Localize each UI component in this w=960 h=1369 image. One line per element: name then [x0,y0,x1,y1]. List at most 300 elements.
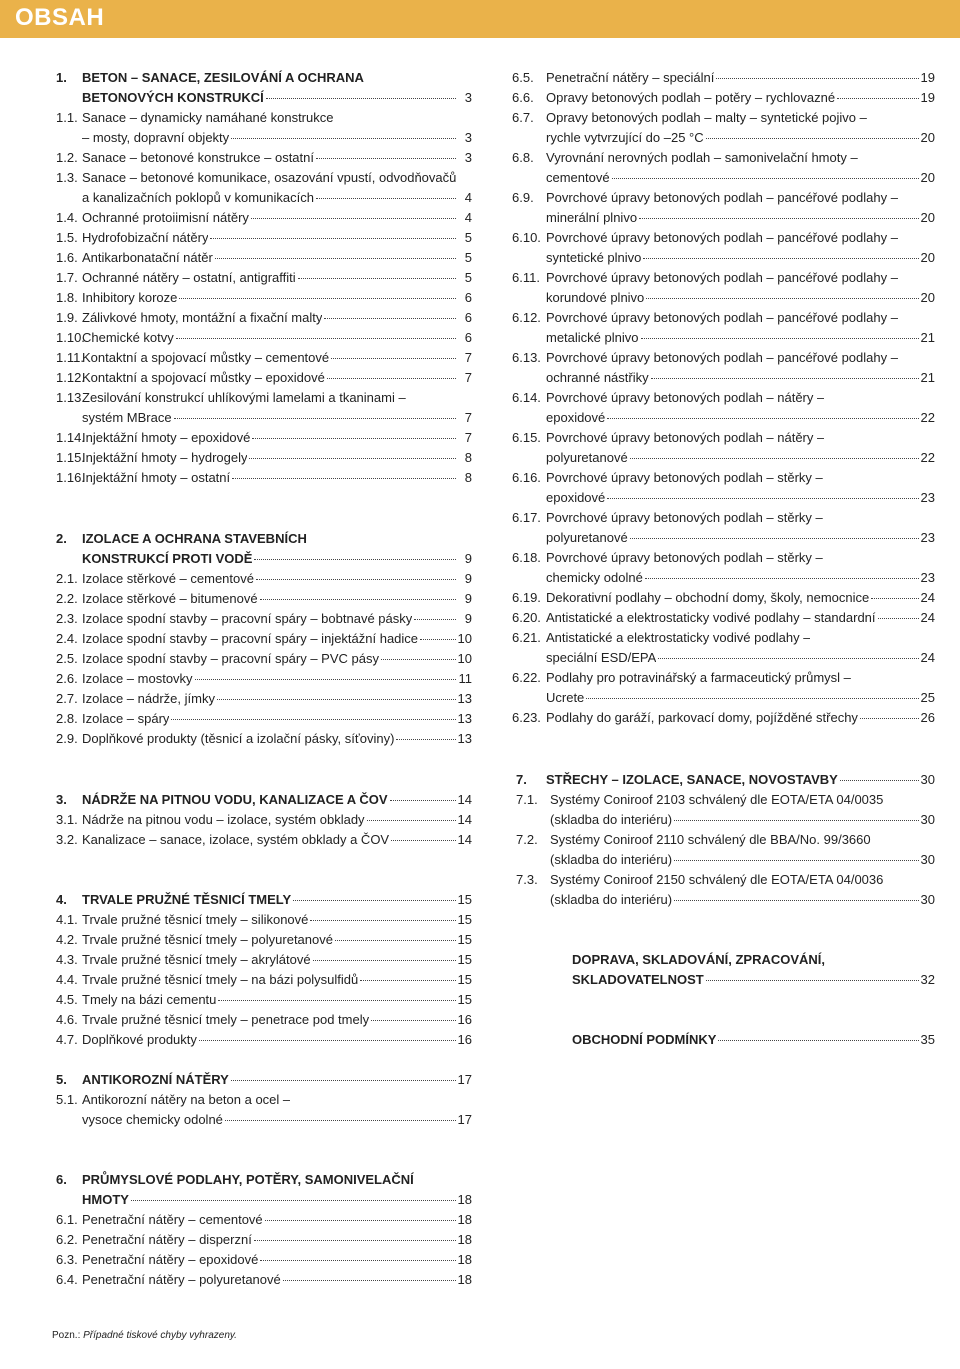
dot-leader [260,599,456,600]
toc-heading-line [546,1030,935,1050]
toc-entry-line [56,729,472,749]
dot-leader [391,840,455,841]
toc-entry-page: 17 [457,1112,472,1127]
toc-entry-line [512,168,935,188]
dot-leader [706,138,919,139]
toc-entry-line [56,1010,472,1030]
toc-entry-number: 2.4. [56,631,78,646]
toc-entry-page: 20 [920,130,935,145]
toc-entry-number: 6.12. [512,310,541,325]
toc-entry-title: Sanace – betonové komunikace, osazování vpustí, odvodňovačů [82,170,457,185]
toc-entry-title: korundové plnivo [546,290,645,305]
toc-entry-line [516,830,935,850]
dot-leader [131,1200,456,1201]
toc-section-obchodni-podminky [546,1030,935,1050]
toc-entry-page: 18 [457,1252,472,1267]
toc-entry-line [512,628,935,648]
toc-entry-title: DOPRAVA, SKLADOVÁNÍ, ZPRACOVÁNÍ, [572,952,826,967]
toc-entry-title: Injektážní hmoty – ostatní [82,470,231,485]
toc-heading-line [56,1070,472,1090]
toc-entry-line [56,910,472,930]
toc-entry-page: 4 [464,190,472,205]
toc-entry-title: SKLADOVATELNOST [572,972,704,987]
toc-entry-title: Povrchové úpravy betonových podlah – stěrky – [546,470,823,485]
toc-entry-title: Penetrační nátěry – epoxidové [82,1252,259,1267]
toc-section-5 [56,1070,472,1130]
toc-entry-title: epoxidové [546,410,606,425]
toc-entry-line [516,890,935,910]
toc-entry-line [56,569,472,589]
toc-entry-line [56,368,472,388]
toc-entry-line [56,248,472,268]
toc-entry-title: Antikarbonatační nátěr [82,250,213,265]
toc-entry-number: 5. [56,1072,67,1087]
toc-entry-title: Antistatické a elektrostaticky vodivé podlahy – [546,630,811,645]
toc-entry-line [512,668,935,688]
toc-entry-number: 1.11. [56,350,84,365]
toc-entry-page: 5 [464,230,472,245]
toc-entry-number: 4.6. [56,1012,78,1027]
toc-entry-page: 23 [920,490,935,505]
toc-entry-title: TRVALE PRUŽNÉ TĚSNICÍ TMELY [82,892,292,907]
toc-entry-page: 15 [457,912,472,927]
dot-leader [837,98,918,99]
toc-entry-title: Zálivkové hmoty, montážní a fixační malty [82,310,323,325]
toc-entry-title: a kanalizačních poklopů v komunikacích [82,190,314,205]
toc-entry-line [512,448,935,468]
toc-entry-number: 6.8. [512,150,534,165]
toc-entry-title: NÁDRŽE NA PITNOU VODU, KANALIZACE A ČOV [82,792,388,807]
toc-entry-number: 1.3. [56,170,78,185]
toc-entry-page: 20 [920,250,935,265]
toc-entry-line [512,88,935,108]
toc-entry-page: 20 [920,210,935,225]
toc-entry-line [56,629,472,649]
toc-entry-number: 6.5. [512,70,534,85]
toc-entry-page: 25 [920,690,935,705]
toc-entry-page: 5 [464,270,472,285]
dot-leader [256,579,456,580]
dot-leader [718,1040,918,1041]
toc-entry-title: ochranné nástřiky [546,370,649,385]
toc-entry-title: metalické plnivo [546,330,639,345]
toc-entry-page: 20 [920,170,935,185]
toc-entry-title: Povrchové úpravy betonových podlah – pancéřové podlahy – [546,190,898,205]
dot-leader [199,1040,456,1041]
dot-leader [176,338,456,339]
toc-entry-title: Povrchové úpravy betonových podlah – pancéřové podlahy – [546,230,898,245]
toc-entry-title: systém MBrace [82,410,172,425]
toc-entry-line [512,328,935,348]
toc-entry-number: 4.3. [56,952,78,967]
toc-section-1 [56,68,472,488]
dot-leader [254,1240,456,1241]
dot-leader [646,298,918,299]
toc-entry-page: 6 [464,290,472,305]
toc-heading-line [56,68,472,88]
toc-entry-page: 18 [457,1272,472,1287]
dot-leader [174,418,456,419]
toc-entry-title: ANTIKOROZNÍ NÁTĚRY [82,1072,229,1087]
dot-leader [360,980,455,981]
toc-entry-line [56,448,472,468]
dot-leader [316,158,456,159]
toc-entry-title: HMOTY [82,1192,129,1207]
dot-leader [179,298,456,299]
toc-entry-page: 16 [457,1012,472,1027]
toc-entry-number: 1.9. [56,310,78,325]
dot-leader [586,698,918,699]
toc-entry-line [56,970,472,990]
toc-section-2 [56,529,472,749]
dot-leader [860,718,919,719]
toc-entry-title: Povrchové úpravy betonových podlah – pancéřové podlahy – [546,270,898,285]
dot-leader [327,378,456,379]
toc-entry-title: Trvale pružné těsnicí tmely – silikonové [82,912,309,927]
toc-entry-number: 6.19. [512,590,541,605]
toc-entry-title: Povrchové úpravy betonových podlah – nátěry – [546,430,825,445]
dot-leader [390,800,456,801]
toc-heading-line [56,790,472,810]
toc-entry-page: 7 [464,410,472,425]
toc-entry-line [512,148,935,168]
toc-entry-title: Hydrofobizační nátěry [82,230,209,245]
toc-entry-line [56,709,472,729]
toc-entry-page: 18 [457,1192,472,1207]
toc-entry-number: 4. [56,892,67,907]
toc-entry-page: 30 [920,892,935,907]
toc-entry-line [512,708,935,728]
toc-entry-title: Povrchové úpravy betonových podlah – nátěry – [546,390,825,405]
toc-entry-title: Izolace spodní stavby – pracovní spáry – bobtnavé pásky [82,611,413,626]
toc-entry-title: polyuretanové [546,450,628,465]
toc-entry-title: cementové [546,170,610,185]
toc-entry-number: 7.2. [516,832,538,847]
dot-leader [231,138,456,139]
toc-heading-line [56,529,472,549]
toc-entry-title: Opravy betonových podlah – potěry – rychlovazné [546,90,836,105]
toc-entry-line [512,528,935,548]
toc-entry-title: Inhibitory koroze [82,290,178,305]
toc-entry-line [512,348,935,368]
toc-entry-line [56,830,472,850]
toc-entry-page: 19 [920,90,935,105]
toc-entry-title: (skladba do interiéru) [550,892,673,907]
toc-entry-title: Nádrže na pitnou vodu – izolace, systém obklady [82,812,365,827]
toc-entry-line [56,408,472,428]
toc-entry-line [512,308,935,328]
toc-entry-line [512,68,935,88]
toc-entry-page: 32 [920,972,935,987]
toc-entry-page: 16 [457,1032,472,1047]
toc-entry-line [56,108,472,128]
toc-entry-number: 1.4. [56,210,78,225]
toc-entry-title: Povrchové úpravy betonových podlah – pancéřové podlahy – [546,310,898,325]
dot-leader [293,900,455,901]
toc-entry-line [512,108,935,128]
toc-entry-title: Injektážní hmoty – hydrogely [82,450,248,465]
toc-entry-page: 24 [920,590,935,605]
toc-entry-page: 24 [920,610,935,625]
toc-entry-page: 15 [457,992,472,1007]
dot-leader [639,218,918,219]
toc-entry-page: 23 [920,530,935,545]
toc-entry-line [512,508,935,528]
toc-entry-title: Izolace stěrkové – cementové [82,571,254,586]
toc-entry-line [56,810,472,830]
toc-entry-line [56,288,472,308]
toc-section-6 [56,1170,472,1290]
toc-entry-line [512,288,935,308]
toc-entry-line [56,609,472,629]
toc-entry-title: Kontaktní a spojovací můstky – cementové [82,350,330,365]
toc-entry-number: 6.11. [512,270,540,285]
toc-heading-line [56,890,472,910]
toc-entry-line [56,1270,472,1290]
toc-entry-number: 6.23. [512,710,541,725]
toc-entry-title: OBCHODNÍ PODMÍNKY [572,1032,717,1047]
toc-entry-number: 4.5. [56,992,78,1007]
toc-entry-line [512,128,935,148]
toc-entry-title: Chemické kotvy [82,330,174,345]
toc-entry-page: 18 [457,1212,472,1227]
dot-leader [218,1000,455,1001]
toc-entry-title: syntetické plnivo [546,250,642,265]
toc-heading-line [56,1170,472,1190]
toc-entry-title: – mosty, dopravní objekty [82,130,230,145]
toc-entry-title: Izolace – nádrže, jímky [82,691,215,706]
toc-entry-title: Ucrete [546,690,585,705]
toc-entry-line [56,328,472,348]
toc-entry-title: Injektážní hmoty – epoxidové [82,430,251,445]
toc-entry-number: 1.1. [56,110,78,125]
dot-leader [674,820,918,821]
toc-entry-title: Penetrační nátěry – cementové [82,1212,263,1227]
toc-entry-page: 14 [457,832,472,847]
toc-entry-title: Kanalizace – sanace, izolace, systém obklady a ČOV [82,832,390,847]
toc-entry-page: 6 [464,330,472,345]
dot-leader [316,198,456,199]
toc-heading-line [56,549,472,569]
dot-leader [645,578,919,579]
toc-entry-line [512,188,935,208]
toc-entry-page: 22 [920,410,935,425]
toc-entry-page: 13 [457,711,472,726]
toc-entry-title: Doplňkové produkty [82,1032,197,1047]
toc-entry-title: Podlahy do garáží, parkovací domy, pojížděné střechy [546,710,858,725]
dot-leader [266,98,456,99]
dot-leader [232,478,456,479]
toc-entry-line [56,388,472,408]
toc-entry-title: Antikorozní nátěry na beton a ocel – [82,1092,291,1107]
toc-entry-number: 2. [56,531,67,546]
toc-entry-title: Podlahy pro potravinářský a farmaceutický průmysl – [546,670,851,685]
toc-entry-line [56,649,472,669]
toc-entry-page: 4 [464,210,472,225]
toc-entry-title: Doplňkové produkty (těsnicí a izolační pásky, síťoviny) [82,731,395,746]
toc-entry-number: 4.4. [56,972,78,987]
toc-entry-page: 15 [457,892,472,907]
toc-entry-title: Tmely na bázi cementu [82,992,217,1007]
toc-entry-title: Izolace spodní stavby – pracovní spáry – PVC pásy [82,651,379,666]
dot-leader [716,78,918,79]
toc-entry-number: 6.15. [512,430,541,445]
dot-leader [878,618,919,619]
toc-entry-number: 4.2. [56,932,78,947]
footnote-text: Případné tiskové chyby vyhrazeny. [83,1330,237,1341]
toc-entry-page: 35 [920,1032,935,1047]
dot-leader [706,980,919,981]
dot-leader [607,418,918,419]
dot-leader [335,940,456,941]
toc-entry-page: 15 [457,932,472,947]
dot-leader [612,178,919,179]
dot-leader [381,659,456,660]
toc-entry-page: 7 [464,370,472,385]
toc-entry-line [56,1250,472,1270]
toc-entry-title: Sanace – betonové konstrukce – ostatní [82,150,314,165]
toc-entry-title: rychle vytvrzující do –25 °C [546,130,704,145]
toc-entry-page: 14 [457,812,472,827]
toc-entry-page: 6 [464,310,472,325]
toc-entry-title: Izolace – mostovky [82,671,193,686]
toc-entry-number: 1.13. [56,390,85,405]
toc-entry-line [512,568,935,588]
toc-entry-page: 3 [464,150,472,165]
toc-entry-page: 7 [464,430,472,445]
toc-entry-number: 1.2. [56,150,78,165]
toc-entry-page: 11 [458,671,472,686]
toc-entry-number: 1.16. [56,470,85,485]
toc-entry-number: 3.2. [56,832,78,847]
toc-entry-number: 6.14. [512,390,541,405]
toc-heading-line [546,950,935,970]
toc-entry-title: Povrchové úpravy betonových podlah – stěrky – [546,510,823,525]
toc-entry-title: speciální ESD/EPA [546,650,657,665]
toc-entry-line [56,950,472,970]
dot-leader [420,639,456,640]
toc-section-6-continued [512,68,935,728]
toc-entry-page: 14 [457,792,472,807]
toc-entry-number: 3. [56,792,67,807]
toc-entry-title: Vyrovnání nerovných podlah – samonivelační hmoty – [546,150,858,165]
toc-entry-line [56,468,472,488]
header-bar [0,0,960,38]
toc-entry-page: 3 [464,130,472,145]
dot-leader [254,559,456,560]
toc-entry-number: 5.1. [56,1092,78,1107]
toc-entry-line [56,689,472,709]
toc-entry-page: 9 [464,611,472,626]
toc-entry-title: vysoce chemicky odolné [82,1112,223,1127]
toc-entry-number: 6.2. [56,1232,78,1247]
toc-entry-number: 2.6. [56,671,78,686]
toc-entry-number: 1.12. [56,370,85,385]
toc-entry-title: (skladba do interiéru) [550,812,673,827]
toc-entry-line [56,128,472,148]
toc-entry-line [512,548,935,568]
dot-leader [414,619,456,620]
toc-entry-number: 7. [516,772,527,787]
toc-entry-title: Izolace spodní stavby – pracovní spáry – injektážní hadice [82,631,419,646]
toc-entry-page: 8 [464,450,472,465]
toc-entry-number: 1.7. [56,270,78,285]
dot-leader [630,458,919,459]
dot-leader [840,780,919,781]
toc-entry-number: 2.8. [56,711,78,726]
toc-entry-line [516,790,935,810]
toc-entry-number: 6.21. [512,630,541,645]
toc-entry-page: 22 [920,450,935,465]
dot-leader [331,358,456,359]
toc-entry-line [512,248,935,268]
toc-entry-title: PRŮMYSLOVÉ PODLAHY, POTĚRY, SAMONIVELAČNÍ [82,1172,414,1187]
toc-entry-line [56,669,472,689]
toc-entry-title: Systémy Coniroof 2103 schválený dle EOTA/ETA 04/0035 [550,792,884,807]
toc-entry-line [56,188,472,208]
toc-section-7 [516,770,935,910]
toc-entry-page: 17 [457,1072,472,1087]
toc-entry-title: Penetrační nátěry – disperzní [82,1232,252,1247]
toc-entry-line [516,850,935,870]
toc-entry-title: KONSTRUKCÍ PROTI VODĚ [82,551,253,566]
toc-entry-number: 1.8. [56,290,78,305]
dot-leader [283,1280,456,1281]
dot-leader [217,699,456,700]
dot-leader [195,679,456,680]
toc-entry-title: Antistatické a elektrostaticky vodivé podlahy – standardní [546,610,876,625]
dot-leader [871,598,918,599]
dot-leader [298,278,456,279]
toc-entry-page: 24 [920,650,935,665]
toc-entry-title: minerální plnivo [546,210,638,225]
toc-heading-line [516,770,935,790]
toc-entry-line [56,930,472,950]
toc-entry-number: 4.7. [56,1032,78,1047]
toc-entry-number: 6. [56,1172,67,1187]
dot-leader [210,238,456,239]
toc-entry-line [56,1230,472,1250]
toc-section-3 [56,790,472,850]
dot-leader [225,1120,456,1121]
toc-entry-number: 2.1. [56,571,78,586]
toc-entry-number: 6.7. [512,110,534,125]
toc-entry-page: 3 [464,90,472,105]
dot-leader [260,1260,455,1261]
toc-entry-title: Zesilování konstrukcí uhlíkovými lamelami a tkaninami – [82,390,406,405]
toc-entry-title: IZOLACE A OCHRANA STAVEBNÍCH [82,531,307,546]
toc-entry-line [516,810,935,830]
dot-leader [396,739,455,740]
toc-entry-line [512,388,935,408]
toc-entry-line [512,648,935,668]
toc-entry-line [512,688,935,708]
toc-entry-title: Penetrační nátěry – polyuretanové [82,1272,281,1287]
toc-entry-page: 10 [457,651,472,666]
toc-entry-page: 5 [464,250,472,265]
toc-entry-number: 6.20. [512,610,541,625]
toc-entry-line [56,990,472,1010]
toc-entry-title: Systémy Coniroof 2110 schválený dle BBA/No. 99/3660 [550,832,871,847]
toc-entry-page: 30 [920,852,935,867]
dot-leader [674,900,918,901]
toc-entry-line [56,1210,472,1230]
toc-entry-title: Ochranné nátěry – ostatní, antigraffiti [82,270,296,285]
dot-leader [630,538,919,539]
toc-entry-page: 21 [920,370,935,385]
dot-leader [313,960,456,961]
toc-entry-page: 13 [457,691,472,706]
